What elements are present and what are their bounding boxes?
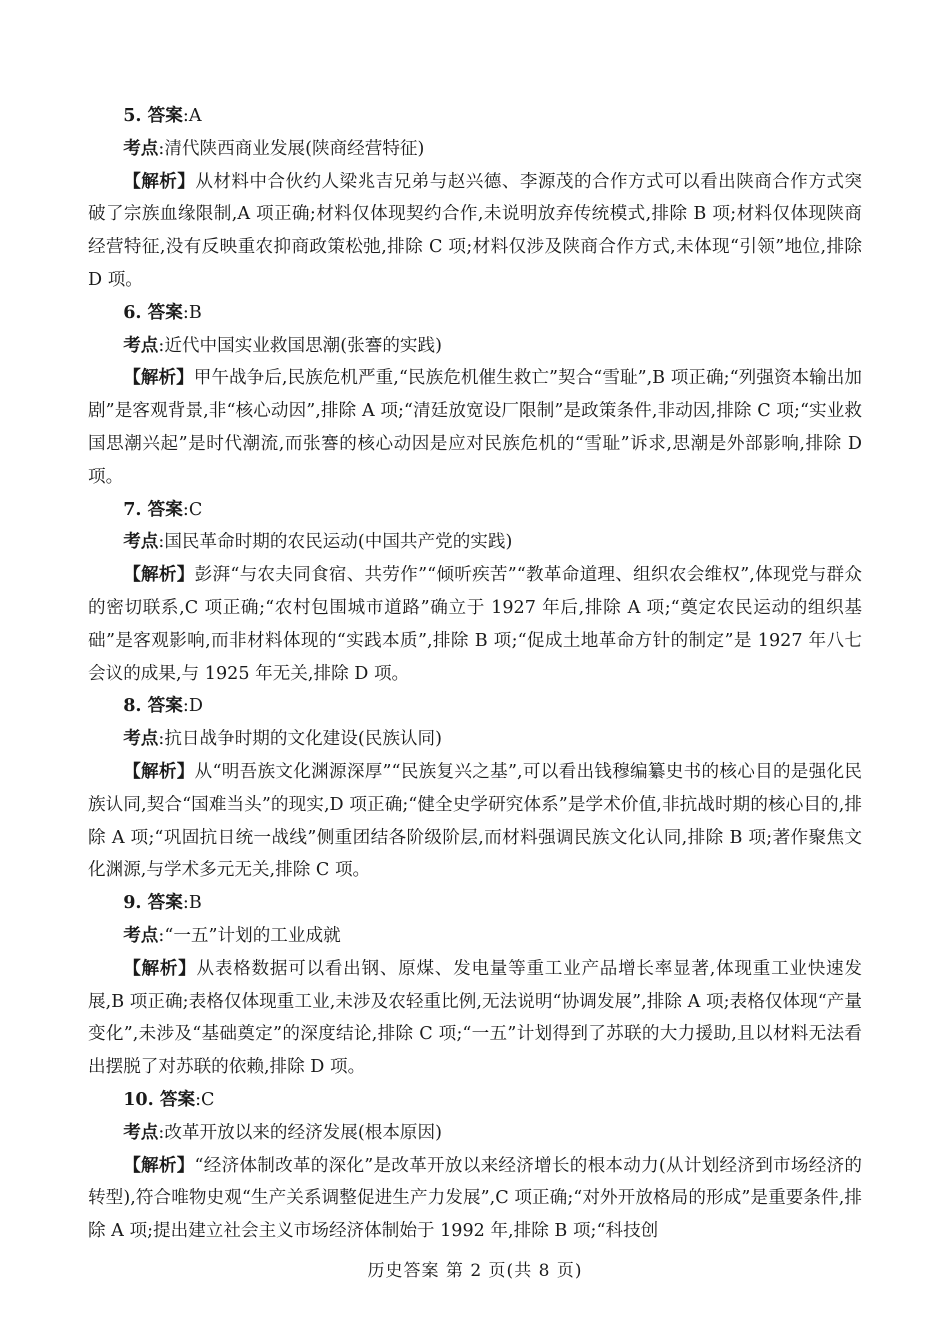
answer-value: B bbox=[188, 302, 202, 323]
analysis-paragraph bbox=[88, 362, 862, 493]
point-label: 考点 bbox=[123, 728, 159, 750]
answer-label: 10. 答案 bbox=[123, 1088, 196, 1110]
analysis-label: 【解析】 bbox=[123, 957, 197, 979]
point-value: 改革开放以来的经济发展(根本原因) bbox=[164, 1122, 442, 1143]
point-value: 国民革命时期的农民运动(中国共产党的实践) bbox=[164, 532, 513, 553]
point-label: 考点 bbox=[123, 137, 159, 159]
point-label: 考点 bbox=[123, 924, 159, 946]
analysis-paragraph bbox=[88, 1150, 862, 1248]
analysis-label: 【解析】 bbox=[123, 1154, 195, 1176]
answer-label: 5. 答案 bbox=[123, 105, 183, 126]
analysis-label: 【解析】 bbox=[123, 367, 194, 389]
analysis-text: “经济体制改革的深化”是改革开放以来经济增长的根本动力(从计划经济到市场经济的转型),符合唯物史观“生产关系调整促进生产力发展”,C 项正确;“对外开放格局的形成”是重要条件,排除 A 项;提出建立社会主义市场经济体制始于 1992 年,排除 B 项;“科技创 bbox=[88, 1155, 862, 1242]
answer-label: 8. 答案 bbox=[123, 695, 183, 717]
answer-label: 6. 答案 bbox=[123, 301, 183, 323]
point-label: 考点 bbox=[123, 531, 159, 553]
analysis-paragraph bbox=[88, 756, 862, 887]
analysis-label: 【解析】 bbox=[123, 564, 195, 586]
answer-item-7: 7. 答案:C 考点:国民革命时期的农民运动(中国共产党的实践) 【解析】彭湃“与农夫同食宿、共劳作”“倾听疾苦”“教革命道理、组织农会维权”,体现党与群众的密切联系,C 项正确;“农村包围城市道路”确立于 1927 年后,排除 A 项;“奠定农民运动的组织基础”是客观影响,而非材料体现的“实践本质”,排除 B 项;“促成土地革命方针的制定”是 1927 年八七会议的成果,与 1925 年无关,排除 D 项。 bbox=[88, 494, 862, 691]
answer-value: A bbox=[188, 106, 202, 126]
answer-item-10: 10. 答案:C 考点:改革开放以来的经济发展(根本原因) 【解析】“经济体制改革的深化”是改革开放以来经济增长的根本动力(从计划经济到市场经济的转型),符合唯物史观“生产关系调整促进生产力发展”,C 项正确;“对外开放格局的形成”是重要条件,排除 A 项;提出建立社会主义市场经济体制始于 1992 年,排除 B 项;“科技创 bbox=[88, 1084, 862, 1248]
analysis-paragraph bbox=[88, 953, 862, 1084]
point-label: 考点 bbox=[123, 334, 159, 356]
analysis-label: 【解析】 bbox=[123, 170, 196, 192]
answer-label: 7. 答案 bbox=[123, 498, 183, 520]
answer-item-9: 9. 答案:B 考点:“一五”计划的工业成就 【解析】从表格数据可以看出钢、原煤、发电量等重工业产品增长率显著,体现重工业快速发展,B 项正确;表格仅体现重工业,未涉及农轻重比例,无法说明“协调发展”,排除 A 项;表格仅体现“产量变化”,未涉及“基础奠定”的深度结论,排除 C 项;“一五”计划得到了苏联的大力援助,且以材料无法看出摆脱了对苏联的依赖,排除 D 项。 bbox=[88, 887, 862, 1084]
answer-sheet bbox=[88, 100, 862, 1248]
point-value: 清代陕西商业发展(陕商经营特征) bbox=[164, 138, 425, 159]
point-value: 抗日战争时期的文化建设(民族认同) bbox=[164, 729, 442, 750]
analysis-text: 彭湃“与农夫同食宿、共劳作”“倾听疾苦”“教革命道理、组织农会维权”,体现党与群众的密切联系,C 项正确;“农村包围城市道路”确立于 1927 年后,排除 A 项;“奠定农民运动的组织基础”是客观影响,而非材料体现的“实践本质”,排除 B 项;“促成土地革命方针的制定”是 1927 年八七会议的成果,与 1925 年无关,排除 D 项。 bbox=[88, 565, 862, 684]
analysis-paragraph bbox=[88, 166, 862, 297]
point-label: 考点 bbox=[123, 1121, 159, 1143]
answer-item-6: 6. 答案:B 考点:近代中国实业救国思潮(张謇的实践) 【解析】甲午战争后,民族危机严重,“民族危机催生救亡”契合“雪耻”,B 项正确;“列强资本输出加剧”是客观背景,非“核心动因”,排除 A 项;“清廷放宽设厂限制”是政策条件,非动因,排除 C 项;“实业救国思潮兴起”是时代潮流,而张謇的核心动因是应对民族危机的“雪耻”诉求,思潮是外部影响,排除 D 项。 bbox=[88, 297, 862, 494]
analysis-label: 【解析】 bbox=[123, 760, 195, 782]
analysis-text: 从材料中合伙约人梁兆吉兄弟与赵兴德、李源茂的合作方式可以看出陕商合作方式突破了宗族血缘限制,A 项正确;材料仅体现契约合作,未说明放弃传统模式,排除 B 项;材料仅体现陕商经营特征,没有反映重农抑商政策松弛,排除 C 项;材料仅涉及陕商合作方式,未体现“引领”地位,排除 D 项。 bbox=[88, 171, 862, 290]
answer-item-5: 5. 答案:A 考点:清代陕西商业发展(陕商经营特征) 【解析】从材料中合伙约人梁兆吉兄弟与赵兴德、李源茂的合作方式可以看出陕商合作方式突破了宗族血缘限制,A 项正确;材料仅体现契约合作,未说明放弃传统模式,排除 B 项;材料仅体现陕商经营特征,没有反映重农抑商政策松弛,排除 C 项;材料仅涉及陕商合作方式,未体现“引领”地位,排除 D 项。 bbox=[88, 100, 862, 297]
page-footer: 历史答案 第 2 页(共 8 页) bbox=[367, 1261, 583, 1281]
answer-value: B bbox=[188, 893, 202, 914]
point-value: 近代中国实业救国思潮(张謇的实践) bbox=[164, 335, 442, 356]
analysis-text: 从表格数据可以看出钢、原煤、发电量等重工业产品增长率显著,体现重工业快速发展,B 项正确;表格仅体现重工业,未涉及农轻重比例,无法说明“协调发展”,排除 A 项;表格仅体现“产量变化”,未涉及“基础奠定”的深度结论,排除 C 项;“一五”计划得到了苏联的大力援助,且以材料无法看出摆脱了对苏联的依赖,排除 D 项。 bbox=[88, 958, 862, 1078]
answer-label: 9. 答案 bbox=[123, 892, 183, 914]
answer-value: C bbox=[201, 1089, 215, 1110]
point-value: “一五”计划的工业成就 bbox=[164, 925, 341, 946]
answer-value: D bbox=[188, 696, 203, 717]
answer-value: C bbox=[188, 499, 203, 520]
analysis-text: 甲午战争后,民族危机严重,“民族危机催生救亡”契合“雪耻”,B 项正确;“列强资本输出加剧”是客观背景,非“核心动因”,排除 A 项;“清廷放宽设厂限制”是政策条件,非动因,排除 C 项;“实业救国思潮兴起”是时代潮流,而张謇的核心动因是应对民族危机的“雪耻”诉求,思潮是外部影响,排除 D 项。 bbox=[88, 368, 862, 487]
analysis-paragraph bbox=[88, 559, 862, 690]
answer-item-8: 8. 答案:D 考点:抗日战争时期的文化建设(民族认同) 【解析】从“明吾族文化渊源深厚”“民族复兴之基”,可以看出钱穆编纂史书的核心目的是强化民族认同,契合“国难当头”的现实,D 项正确;“健全史学研究体系”是学术价值,非抗战时期的核心目的,排除 A 项;“巩固抗日统一战线”侧重团结各阶级阶层,而材料强调民族文化认同,排除 B 项;著作聚焦文化渊源,与学术多元无关,排除 C 项。 bbox=[88, 690, 862, 887]
analysis-text: 从“明吾族文化渊源深厚”“民族复兴之基”,可以看出钱穆编纂史书的核心目的是强化民族认同,契合“国难当头”的现实,D 项正确;“健全史学研究体系”是学术价值,非抗战时期的核心目的,排除 A 项;“巩固抗日统一战线”侧重团结各阶级阶层,而材料强调民族文化认同,排除 B 项;著作聚焦文化渊源,与学术多元无关,排除 C 项。 bbox=[88, 761, 862, 881]
